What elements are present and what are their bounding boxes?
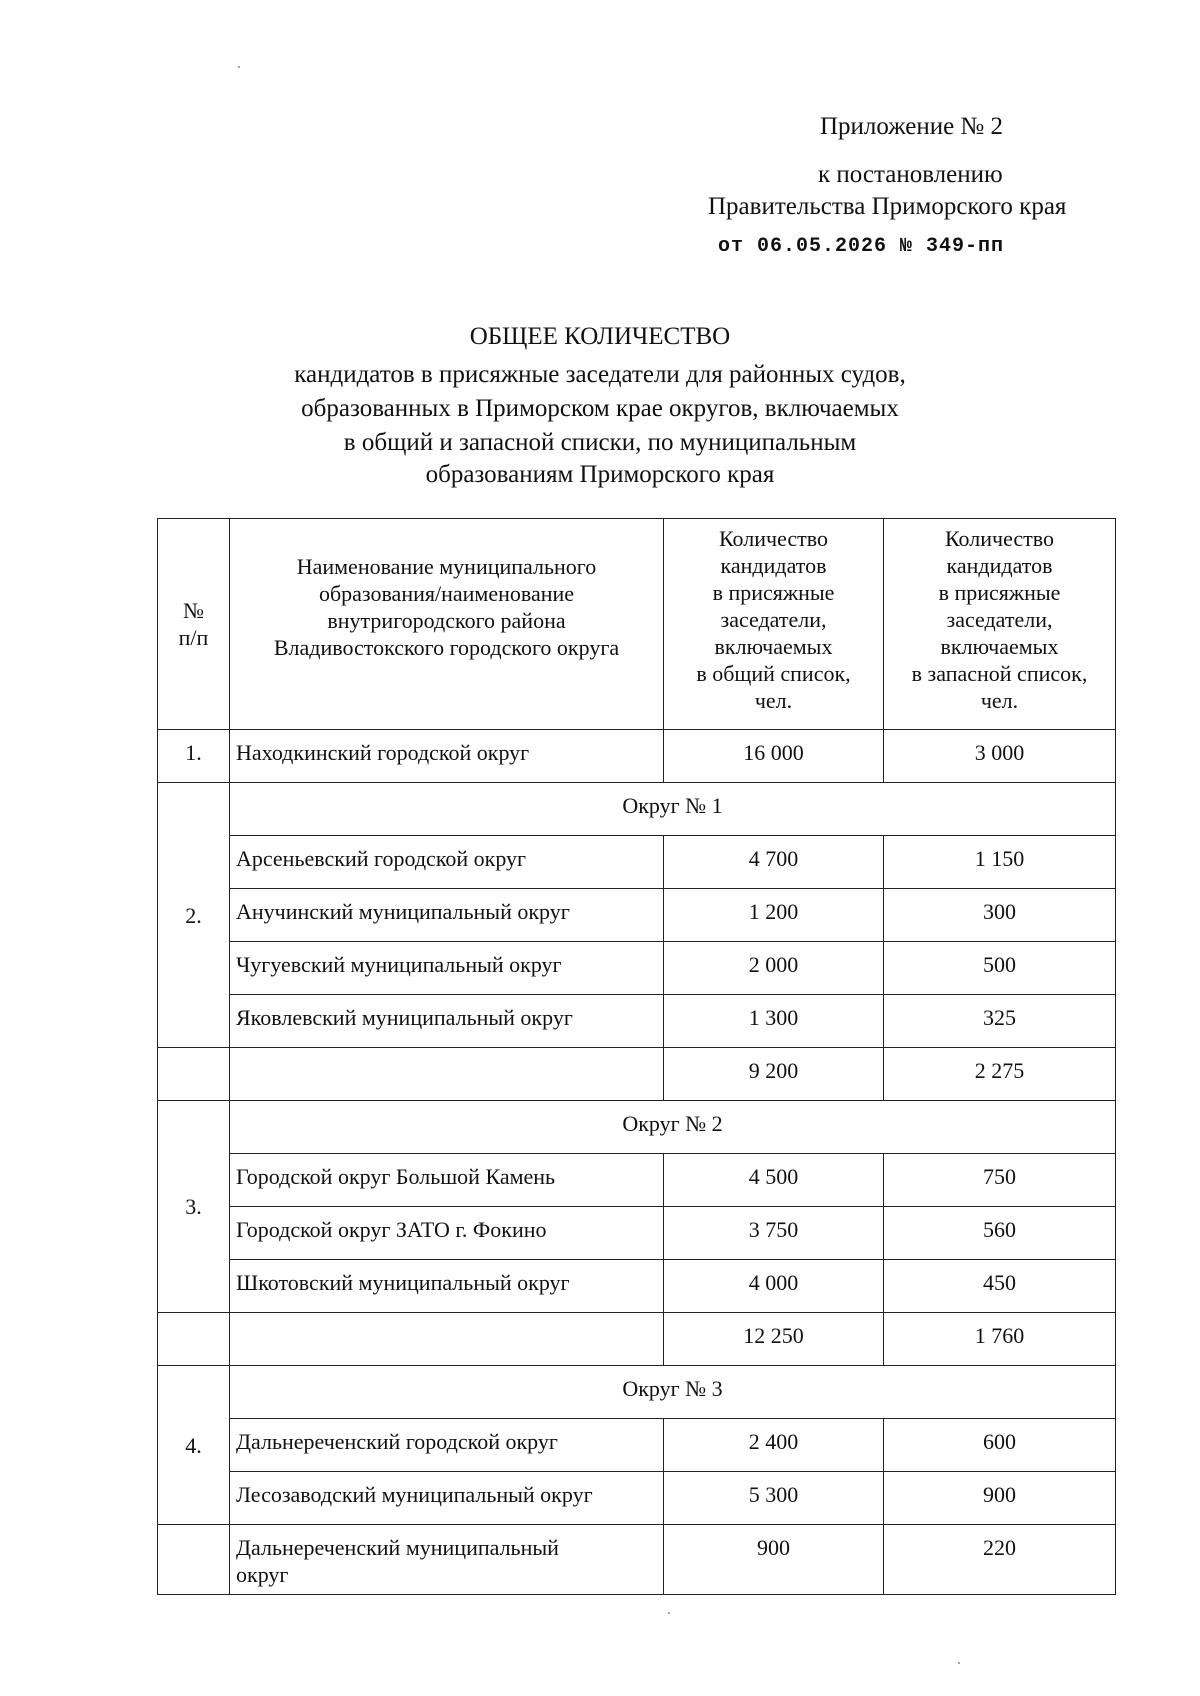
- row-reserve: 3 000: [884, 730, 1116, 783]
- row-general: 2 400: [664, 1419, 884, 1472]
- table-row: [158, 1419, 1116, 1472]
- appendix-label: Приложение № 2: [820, 113, 1004, 140]
- subtotal-general: 12 250: [664, 1313, 884, 1366]
- subtitle-line-2: образованных в Приморском крае округов, включаемых: [301, 395, 899, 422]
- table-row: [158, 1154, 1116, 1207]
- row-reserve: 450: [884, 1260, 1116, 1313]
- subtotal-row: [158, 1313, 1116, 1366]
- row-num: 1.: [158, 730, 230, 783]
- scan-speck: [238, 66, 240, 68]
- subtotal-reserve: 2 275: [884, 1048, 1116, 1101]
- subtitle-line-1: кандидатов в присяжные заседатели для районных судов,: [294, 361, 906, 388]
- row-name: Шкотовский муниципальный округ: [230, 1260, 664, 1313]
- row-name: Городской округ ЗАТО г. Фокино: [230, 1207, 664, 1260]
- scan-speck: [668, 1612, 670, 1614]
- header-reserve: Количество кандидатов в присяжные заседатели, включаемых в запасной список, чел.: [884, 519, 1116, 730]
- subtotal-reserve: 1 760: [884, 1313, 1116, 1366]
- row-general: 4 000: [664, 1260, 884, 1313]
- row-name: Яковлевский муниципальный округ: [230, 995, 664, 1048]
- row-general: 4 500: [664, 1154, 884, 1207]
- government-label: Правительства Приморского края: [708, 193, 1067, 220]
- row-reserve: 900: [884, 1472, 1116, 1525]
- header-num: № п/п: [158, 519, 230, 730]
- row-general: 3 750: [664, 1207, 884, 1260]
- table-row: [158, 1207, 1116, 1260]
- resolution-label: к постановлению: [818, 161, 1003, 188]
- group-title: Округ № 3: [230, 1366, 1116, 1419]
- subtotal-num: [158, 1048, 230, 1101]
- row-name: Арсеньевский городской округ: [230, 836, 664, 889]
- row-reserve: 500: [884, 942, 1116, 995]
- row-name: Городской округ Большой Камень: [230, 1154, 664, 1207]
- row-reserve: 300: [884, 889, 1116, 942]
- table-row: [158, 995, 1116, 1048]
- table-row: [158, 889, 1116, 942]
- row-reserve: 750: [884, 1154, 1116, 1207]
- row-name: Чугуевский муниципальный округ: [230, 942, 664, 995]
- table-row: [158, 942, 1116, 995]
- scan-speck: [958, 1662, 960, 1664]
- row-name: Находкинский городской округ: [230, 730, 664, 783]
- date-number-label: от 06.05.2026 № 349-пп: [718, 235, 1005, 258]
- row-num: [158, 1525, 230, 1595]
- row-name: Дальнереченский городской округ: [230, 1419, 664, 1472]
- group-num: 4.: [158, 1366, 230, 1525]
- table-row: [158, 730, 1116, 783]
- row-general: 1 300: [664, 995, 884, 1048]
- row-reserve: 220: [884, 1525, 1116, 1595]
- group-num: 3.: [158, 1101, 230, 1313]
- row-reserve: 600: [884, 1419, 1116, 1472]
- subtotal-name: [230, 1048, 664, 1101]
- header-general: Количество кандидатов в присяжные заседатели, включаемых в общий список, чел.: [664, 519, 884, 730]
- subtotal-name: [230, 1313, 664, 1366]
- group-title-row: [158, 1101, 1116, 1154]
- group-title: Округ № 1: [230, 783, 1116, 836]
- table-header-row: [158, 519, 1116, 730]
- row-general: 1 200: [664, 889, 884, 942]
- table-row: [158, 836, 1116, 889]
- row-general: 5 300: [664, 1472, 884, 1525]
- subtotal-general: 9 200: [664, 1048, 884, 1101]
- row-general: 2 000: [664, 942, 884, 995]
- subtitle-line-4: образованиям Приморского края: [425, 461, 775, 488]
- subtotal-row: [158, 1048, 1116, 1101]
- table-row: [158, 1472, 1116, 1525]
- row-name: Анучинский муниципальный округ: [230, 889, 664, 942]
- row-reserve: 560: [884, 1207, 1116, 1260]
- candidates-table: [157, 518, 1116, 1595]
- header-name: Наименование муниципального образования/наименование внутригородского района Владивостокского городского округа: [230, 519, 664, 730]
- row-name: Дальнереченский муниципальный округ: [230, 1525, 664, 1595]
- subtitle-line-3: в общий и запасной списки, по муниципальным: [343, 429, 857, 456]
- row-name: Лесозаводский муниципальный округ: [230, 1472, 664, 1525]
- group-num: 2.: [158, 783, 230, 1048]
- document-title: ОБЩЕЕ КОЛИЧЕСТВО: [469, 323, 731, 350]
- row-reserve: 325: [884, 995, 1116, 1048]
- row-general: 4 700: [664, 836, 884, 889]
- table-row: [158, 1260, 1116, 1313]
- group-title: Округ № 2: [230, 1101, 1116, 1154]
- row-general: 16 000: [664, 730, 884, 783]
- group-title-row: [158, 783, 1116, 836]
- subtotal-num: [158, 1313, 230, 1366]
- row-general: 900: [664, 1525, 884, 1595]
- group-title-row: [158, 1366, 1116, 1419]
- row-reserve: 1 150: [884, 836, 1116, 889]
- table-row: [158, 1525, 1116, 1595]
